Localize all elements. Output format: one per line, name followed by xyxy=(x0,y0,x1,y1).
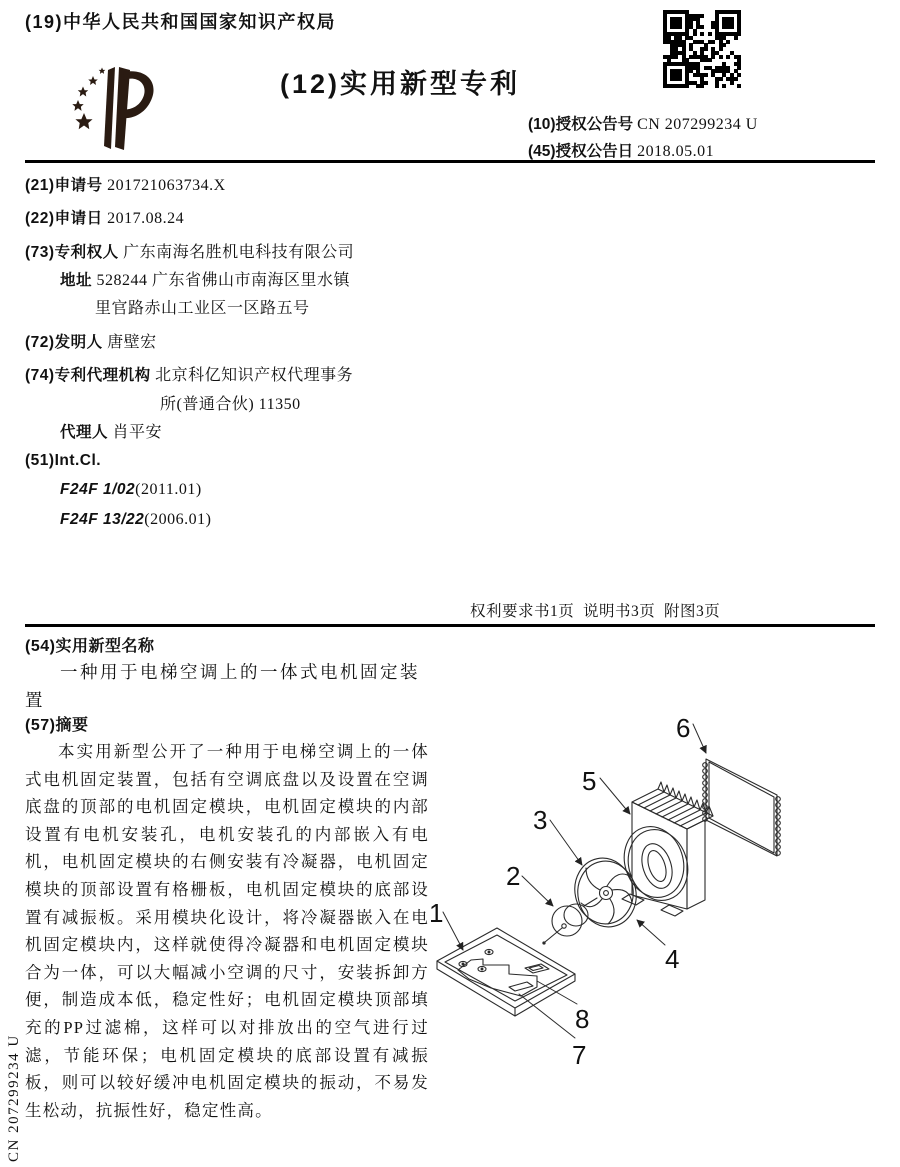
figure-motor xyxy=(543,898,597,944)
agency-row2 xyxy=(160,391,301,414)
agency-label: (74)专利代理机构 xyxy=(25,367,151,384)
document-type-title: (12)实用新型专利 xyxy=(280,69,521,99)
utility-model-title: 一种用于电梯空调上的一体式电机固定装置 xyxy=(25,662,420,710)
application-number-value: 201721063734.X xyxy=(107,177,226,194)
pages-info: 权利要求书1页 说明书3页 附图3页 xyxy=(470,603,721,620)
intcl-row xyxy=(25,452,101,470)
publication-date-label: (45)授权公告日 xyxy=(528,143,634,160)
ipc-version-1: (2011.01) xyxy=(135,481,202,498)
inventor-value: 唐壁宏 xyxy=(107,334,157,351)
figure-label-2: 2 xyxy=(506,861,521,891)
figure-base-tray xyxy=(437,928,575,1016)
figure-label-4: 4 xyxy=(665,944,680,974)
abstract-text: 本实用新型公开了一种用于电梯空调上的一体式电机固定装置，包括有空调底盘以及设置在空调底盘的顶部的电机固定模块，电机固定模块的内部设置有电机安装孔，电机安装孔的内部嵌入有电机，电机固定模块的右侧安装有冷凝器，电机固定模块的顶部设置有格栅板，电机固定模块的底部设置有减振板。采用模块化设计，将冷凝器嵌入在电机固定模块内，这样就使得冷凝器和电机固定模块合为一体，可以大幅减小空调的尺寸，安装拆卸方便，制造成本低，稳定性好；电机固定模块顶部填充的PP过滤棉，这样可以对排放出的空气进行过滤，节能环保；电机固定模块的底部设置有减振板，则可以较好缓冲电机固定模块的振动，不易发生松动，抗振性好，稳定性高。 xyxy=(25,742,429,1120)
mid-rule xyxy=(25,624,875,627)
filing-date-row xyxy=(25,206,184,228)
publication-number-row xyxy=(528,112,758,134)
exploded-view-figure xyxy=(425,698,895,1078)
filing-date-value: 2017.08.24 xyxy=(107,210,185,227)
agency-row xyxy=(25,362,353,385)
agency-line1: 北京科亿知识产权代理事务 xyxy=(155,367,354,384)
application-number-row xyxy=(25,173,226,195)
publication-number-label: (10)授权公告号 xyxy=(528,116,634,133)
publication-date-row xyxy=(528,139,714,161)
patentee-label: (73)专利权人 xyxy=(25,244,119,261)
agent-row xyxy=(60,419,162,442)
figure-label-8: 8 xyxy=(575,1004,590,1034)
ipc-version-2: (2006.01) xyxy=(144,511,212,528)
ipc-code-2: F24F 13/22 xyxy=(60,511,145,528)
figure-label-3: 3 xyxy=(533,805,548,835)
patentee-row xyxy=(25,239,354,262)
figure-label-7: 7 xyxy=(572,1040,587,1070)
filing-date-label: (22)申请日 xyxy=(25,210,103,227)
address-label: 地址 xyxy=(60,272,93,289)
figure-condenser xyxy=(703,759,781,856)
application-number-label: (21)申请号 xyxy=(25,177,103,194)
figure-slot-7 xyxy=(509,982,533,991)
logo-left-wedge xyxy=(104,67,115,149)
ipc-code-1: F24F 1/02 xyxy=(60,481,136,498)
logo-stars xyxy=(72,68,105,130)
side-publication-number: CN 207299234 U xyxy=(6,1034,22,1162)
figure-fan xyxy=(569,853,642,933)
qr-code xyxy=(663,10,741,88)
figure-label-1: 1 xyxy=(429,898,444,928)
header-rule xyxy=(25,160,875,163)
issuing-office: (19)中华人民共和国国家知识产权局 xyxy=(25,12,337,32)
logo-right-wedge xyxy=(115,67,130,150)
intcl-label: (51)Int.Cl. xyxy=(25,452,102,469)
publication-date-value: 2018.05.01 xyxy=(637,143,715,160)
title-section-label: (54)实用新型名称 xyxy=(25,638,155,655)
address-line2: 里官路赤山工业区一区路五号 xyxy=(95,300,310,317)
inventor-label: (72)发明人 xyxy=(25,334,103,351)
cnipa-logo-icon xyxy=(66,60,158,154)
ipc-row-1 xyxy=(60,481,202,499)
abstract-section-label: (57)摘要 xyxy=(25,717,89,734)
publication-number-value: CN 207299234 U xyxy=(637,116,758,133)
patentee-value: 广东南海名胜机电科技有限公司 xyxy=(123,244,355,261)
figure-slot-8 xyxy=(525,964,549,973)
inventor-row xyxy=(25,329,157,352)
figure-leader-lines xyxy=(443,724,706,1038)
agency-line2: 所(普通合伙) 11350 xyxy=(160,396,301,413)
agent-label: 代理人 xyxy=(60,424,109,441)
figure-label-5: 5 xyxy=(582,766,597,796)
ipc-row-2 xyxy=(60,511,211,529)
address-line1: 528244 广东省佛山市南海区里水镇 xyxy=(96,272,351,289)
address-row xyxy=(60,267,350,290)
address-row2 xyxy=(95,295,310,318)
figure-label-6: 6 xyxy=(676,713,691,743)
agent-value: 肖平安 xyxy=(112,424,163,441)
